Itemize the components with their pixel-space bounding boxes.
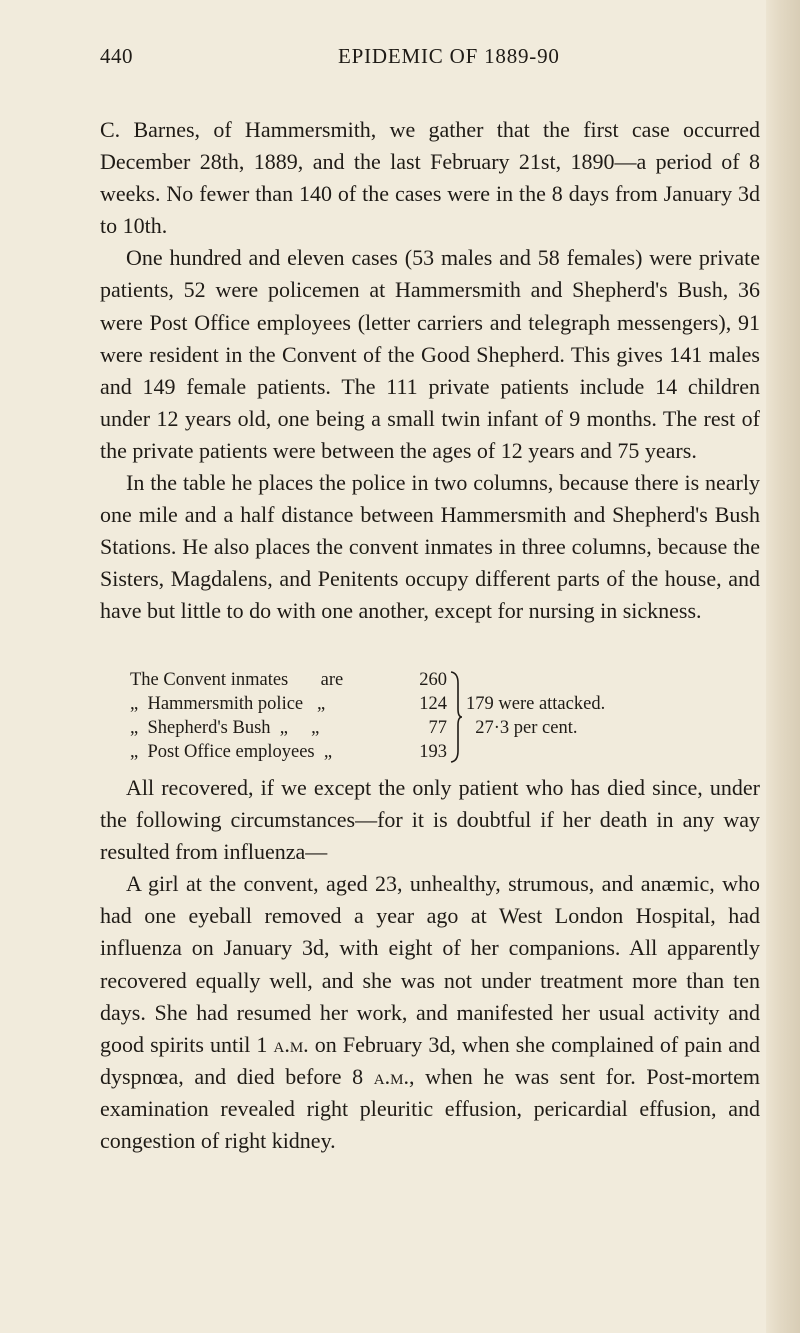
stat-value: 193 — [419, 742, 447, 762]
stat-label: „ Shepherd's Bush „ „ — [130, 718, 320, 738]
paragraph-3: In the table he places the police in two columns, because there is nearly one mile and a half distance between Hammersmith and Shepherd's Bush Stations. He also places the convent inmates in three columns, because the Sisters, Magdalens, and Penitents occupy different parts of the house, and have but little to do with one another, except for nursing in sickness. — [100, 470, 760, 624]
paragraph-5-part-a: A girl at the convent, aged 23, unhealthy, strumous, and anæmic, who had one eyeball removed a year ago at West London Hospital, had influenza on January 3d, with eight of her companions. All apparently recovered equally well, and she was not under treatment more than ten days. She had resumed her work, and manifested her usual activity and good spirits until 1 — [100, 871, 760, 1057]
right-brace — [449, 671, 463, 763]
stat-row-shepherds-bush — [130, 717, 450, 741]
attack-rate: 27·3 per cent. — [466, 717, 578, 738]
stat-row-post-office — [130, 741, 450, 765]
stat-summary — [466, 693, 605, 740]
page-header — [100, 44, 760, 84]
stat-label: „ Hammersmith police „ — [130, 694, 326, 714]
time-abbrev-am: a.m. — [273, 1031, 309, 1057]
attacked-count: 179 were attacked. — [466, 694, 606, 714]
paragraph-5-part-b: on February 3d, when she complained of pain and dyspnœa, and died before 8 — [100, 1031, 760, 1089]
stat-value: 77 — [428, 718, 447, 738]
paragraph-5-part-c: , when he was sent for. Post-mortem examination revealed right pleuritic effusion, pericardial effusion, and congestion of right kidney. — [100, 1063, 761, 1154]
paragraph-5 — [100, 868, 760, 1157]
stat-value: 124 — [419, 694, 447, 714]
stat-label: „ Post Office employees „ — [130, 742, 333, 762]
body-text-lower — [100, 772, 760, 1157]
stat-value: 260 — [419, 670, 447, 690]
page-edge-shadow — [766, 0, 800, 1333]
running-head: EPIDEMIC OF 1889-90 — [338, 44, 560, 68]
stat-row-hammersmith-police — [130, 693, 450, 717]
attack-statistics-table — [130, 669, 750, 765]
paragraph-4: All recovered, if we except the only patient who has died since, under the following circumstances—for it is doubtful if her death in any way resulted from influenza— — [100, 775, 760, 865]
time-abbrev-am: a.m. — [373, 1063, 409, 1089]
body-text-upper — [100, 114, 760, 628]
paragraph-2: One hundred and eleven cases (53 males and 58 females) were private patients, 52 were policemen at Hammersmith and Shepherd's Bush, 36 were Post Office employees (letter carriers and telegraph messengers), 91 were resident in the Convent of the Good Shepherd. This gives 141 males and 149 female patients. The 111 private patients include 14 children under 12 years old, one being a small twin infant of 9 months. The rest of the private patients were between the ages of 12 years and 75 years. — [100, 245, 760, 463]
stat-row-convent — [130, 669, 450, 693]
stat-label: The Convent inmates are — [130, 670, 344, 690]
page-number: 440 — [100, 44, 133, 68]
paragraph-1: C. Barnes, of Hammersmith, we gather that the first case occurred December 28th, 1889, and the last February 21st, 1890—a period of 8 weeks. No fewer than 140 of the cases were in the 8 days from January 3d to 10th. — [100, 117, 760, 239]
